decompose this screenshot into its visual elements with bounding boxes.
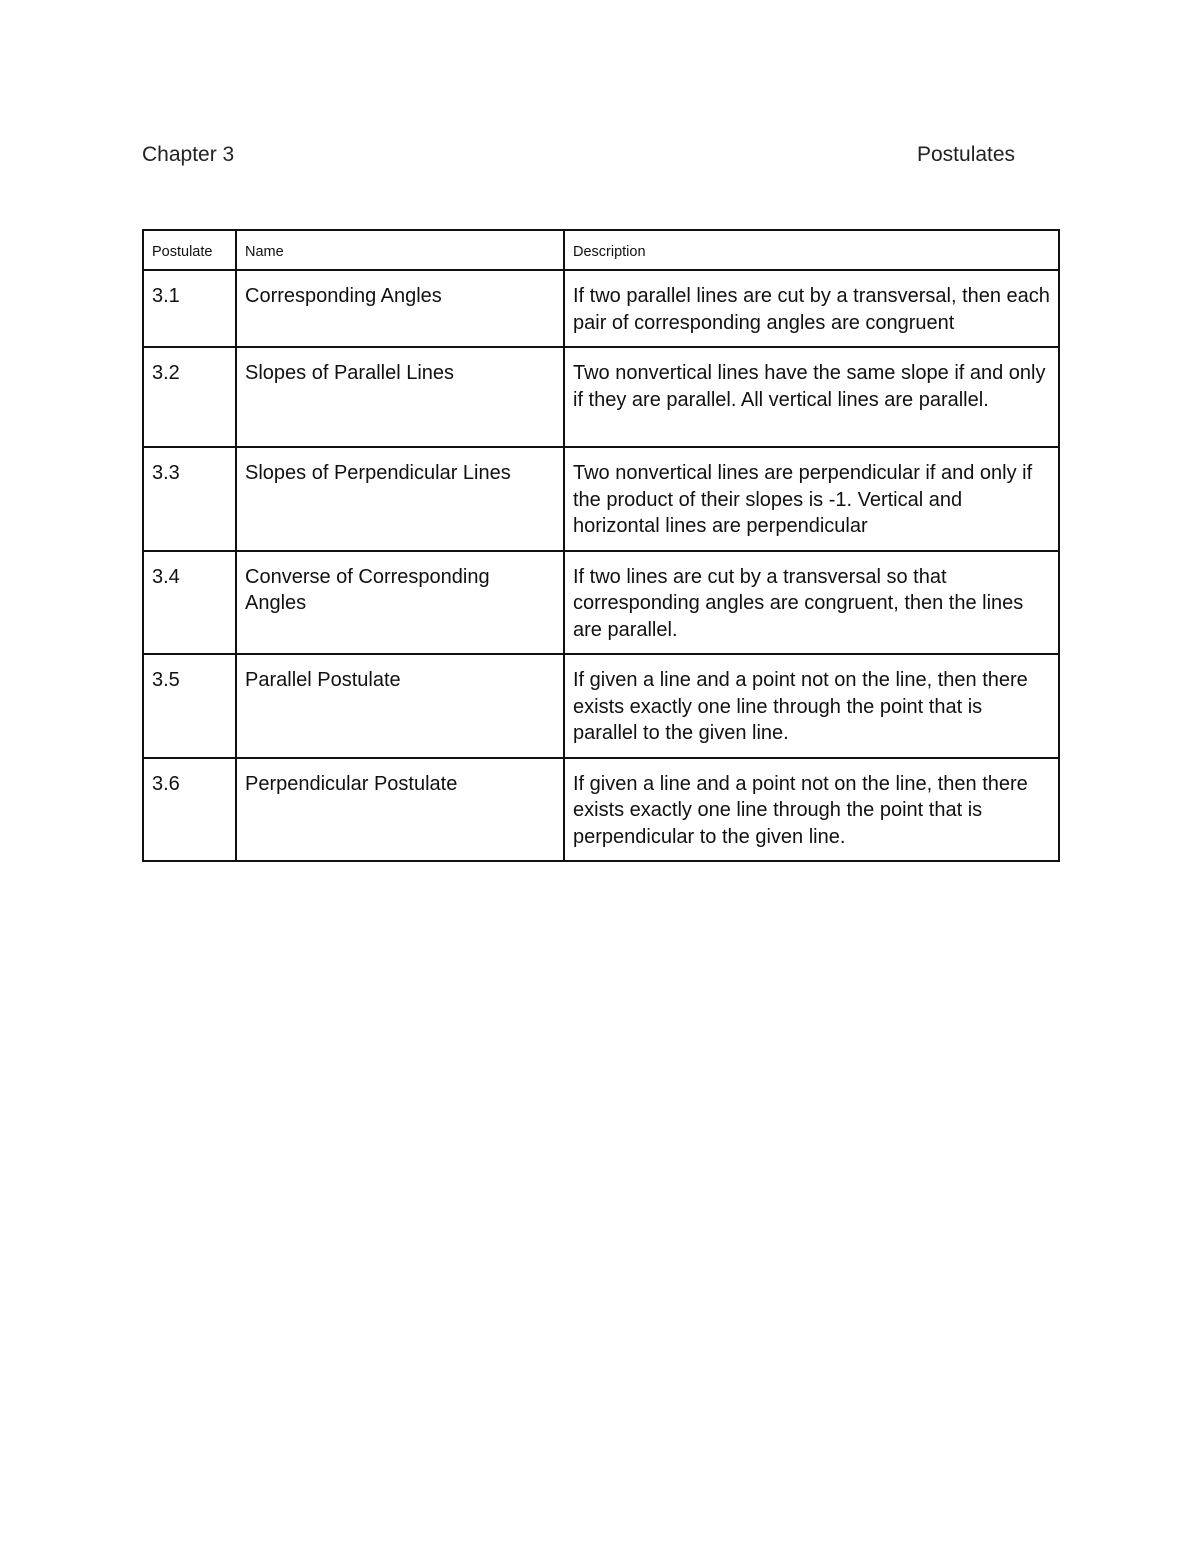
table-row xyxy=(143,551,1059,655)
table-header-row xyxy=(143,230,1059,270)
column-header-description: Description xyxy=(564,230,1059,270)
postulate-description: If two parallel lines are cut by a transversal, then each pair of corresponding angles are congruent xyxy=(564,270,1059,347)
postulate-name: Corresponding Angles xyxy=(236,270,564,347)
postulate-description: If given a line and a point not on the line, then there exists exactly one line through the point that is parallel to the given line. xyxy=(564,654,1059,758)
postulate-name: Converse of Corresponding Angles xyxy=(236,551,564,655)
postulate-name: Perpendicular Postulate xyxy=(236,758,564,862)
postulate-number: 3.1 xyxy=(143,270,236,347)
postulate-description: If given a line and a point not on the line, then there exists exactly one line through the point that is perpendicular to the given line. xyxy=(564,758,1059,862)
postulate-description: If two lines are cut by a transversal so that corresponding angles are congruent, then the lines are parallel. xyxy=(564,551,1059,655)
chapter-title: Chapter 3 xyxy=(142,143,235,166)
postulate-number: 3.5 xyxy=(143,654,236,758)
table-row xyxy=(143,758,1059,862)
postulate-number: 3.2 xyxy=(143,347,236,447)
postulate-number: 3.4 xyxy=(143,551,236,655)
table-row xyxy=(143,347,1059,447)
postulate-description: Two nonvertical lines are perpendicular if and only if the product of their slopes is -1. Vertical and horizontal lines are perpendicular xyxy=(564,447,1059,551)
postulates-table xyxy=(142,229,1060,862)
table-row xyxy=(143,447,1059,551)
postulate-name: Parallel Postulate xyxy=(236,654,564,758)
section-title: Postulates xyxy=(917,143,1016,166)
table-row xyxy=(143,654,1059,758)
postulate-description: Two nonvertical lines have the same slope if and only if they are parallel. All vertical lines are parallel. xyxy=(564,347,1059,447)
postulate-number: 3.6 xyxy=(143,758,236,862)
postulate-name: Slopes of Perpendicular Lines xyxy=(236,447,564,551)
table-row xyxy=(143,270,1059,347)
column-header-postulate: Postulate xyxy=(143,230,236,270)
postulate-number: 3.3 xyxy=(143,447,236,551)
postulate-name: Slopes of Parallel Lines xyxy=(236,347,564,447)
column-header-name: Name xyxy=(236,230,564,270)
